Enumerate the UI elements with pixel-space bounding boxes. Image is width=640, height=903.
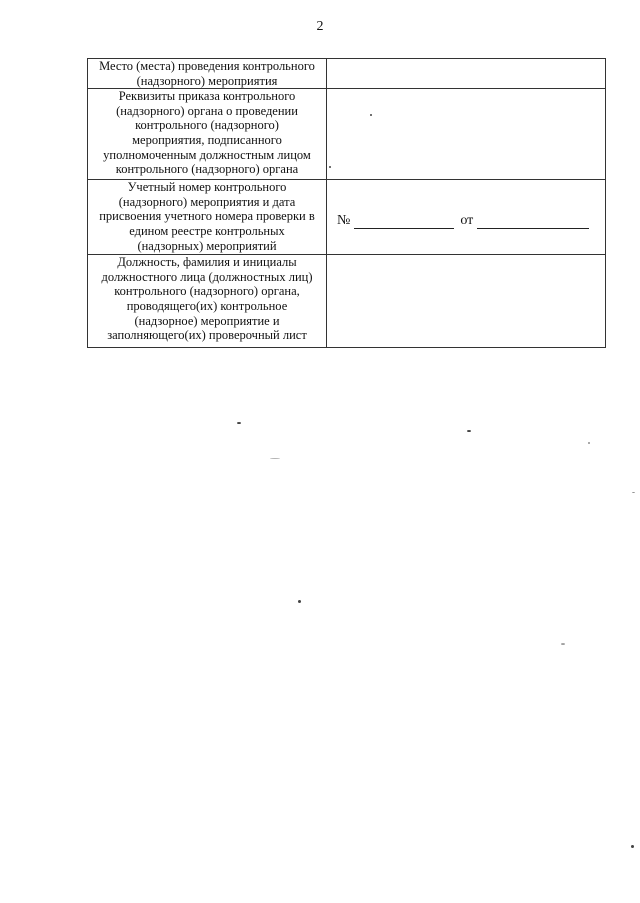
value-order-details[interactable]: [327, 89, 606, 180]
table-row-inspector: [88, 255, 606, 348]
label-line: уполномоченным должностным лицом: [103, 147, 311, 162]
scan-speck: [329, 166, 331, 168]
registration-number-field[interactable]: [354, 215, 454, 229]
registration-date-field[interactable]: [477, 215, 589, 229]
label-line: (надзорных) мероприятий: [137, 238, 277, 253]
scan-speck: [270, 458, 280, 459]
scan-speck: [298, 600, 301, 603]
scan-speck: [237, 422, 241, 424]
label-line: (надзорного) органа о проведении: [116, 103, 298, 118]
label-line: проводящего(их) контрольное: [126, 298, 288, 313]
label-inspector: [88, 255, 327, 348]
label-location: [88, 59, 327, 89]
value-inspector[interactable]: [327, 255, 606, 348]
scan-speck: [561, 643, 565, 645]
label-line: едином реестре контрольных: [129, 223, 285, 238]
label-line: (надзорное) мероприятие и: [134, 313, 280, 328]
scan-speck: [632, 492, 635, 493]
value-registration: [327, 180, 606, 255]
label-line: (надзорного) мероприятия: [136, 73, 278, 88]
label-line: (надзорного) мероприятия и дата: [118, 194, 296, 209]
label-line: присвоения учетного номера проверки в: [99, 209, 315, 224]
label-line: Учетный номер контрольного: [127, 180, 287, 195]
label-order-details: [88, 89, 327, 180]
table-row-order-details: [88, 89, 606, 180]
scan-speck: [467, 430, 471, 432]
table-row-location: [88, 59, 606, 89]
label-line: мероприятия, подписанного: [132, 132, 282, 147]
label-line: заполняющего(их) проверочный лист: [107, 328, 307, 343]
number-sign: №: [337, 213, 351, 229]
table-row-registration: [88, 180, 606, 255]
label-registration: [88, 180, 327, 255]
label-line: Место (места) проведения контрольного: [99, 59, 315, 73]
value-location[interactable]: [327, 59, 606, 89]
date-prefix: от: [460, 213, 474, 229]
scan-speck: [631, 845, 634, 848]
registration-number-date-line: [337, 213, 597, 229]
label-line: контрольного (надзорного): [135, 118, 279, 133]
label-line: должностного лица (должностных лиц): [101, 269, 313, 284]
label-line: контрольного (надзорного) органа: [115, 162, 299, 177]
label-line: контрольного (надзорного) органа,: [114, 284, 300, 299]
label-line: Реквизиты приказа контрольного: [118, 89, 296, 104]
scan-speck: [588, 442, 590, 444]
label-line: Должность, фамилия и инициалы: [117, 255, 297, 270]
inspection-details-table: [87, 58, 606, 348]
page-number: 2: [316, 19, 324, 34]
scan-speck: [370, 114, 372, 116]
